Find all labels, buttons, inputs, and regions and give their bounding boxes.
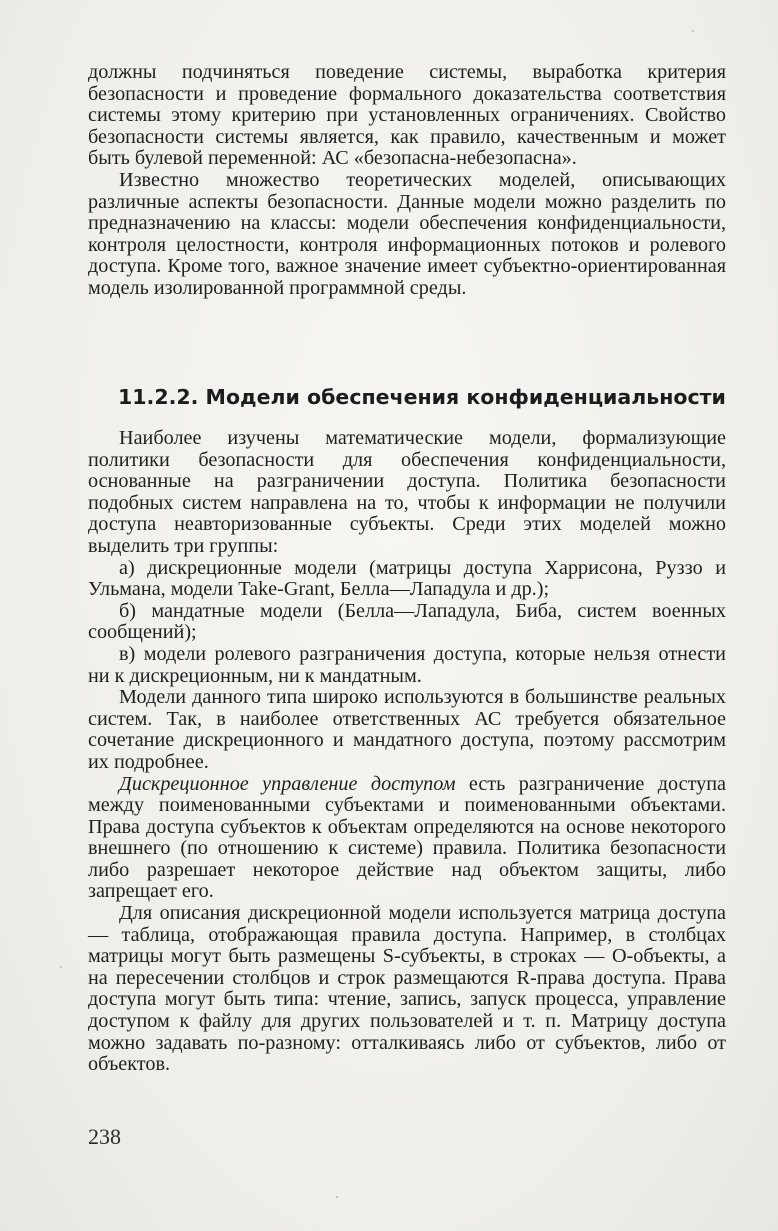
list-item-discretionary: а) дискреционные модели (матрицы доступа Харрисона, Руззо и Ульмана, модели Take-Grant, Белла—Лападула и др.); xyxy=(88,556,726,601)
paragraph-confidentiality-models: Наиболее изучены математические модели, формализующие политики безопасности для обеспечения конфиденциальности, основанные на разграничении доступа. Политика безопасности подобных систем направлена на то, чтобы к информации не получили доступа неавторизованные субъекты. Среди этих моделей можно выделить три группы: xyxy=(88,427,726,557)
paragraph-access-matrix: Для описания дискреционной модели используется матрица доступа — таблица, отображающая правила доступа. Например, в столбцах матрицы могут быть размещены S-субъекты, в строках — O-объекты, а на пересечении столбцов и строк размещаются R-права доступа. Права доступа могут быть типа: чтение, запись, запуск процесса, управление доступом к файлу для других пользователей и т. п. Матрицу доступа можно задавать по-разному: отталкиваясь либо от субъектов, либо от объектов. xyxy=(88,902,726,1076)
paper-speck xyxy=(692,30,694,32)
intro-text xyxy=(88,62,726,300)
paragraph-models-overview: Известно множество теоретических моделей, описывающих различные аспекты безопасности. Данные модели можно разделить по предназначению на классы: модели обеспечения конфиденциальности, контроля целостности, контроля информационных потоков и ролевого доступа. Кроме того, важное значение имеет субъектно-ориентированная модель изолированной программной среды. xyxy=(88,168,726,299)
section-body xyxy=(88,428,726,1076)
list-item-role-based: в) модели ролевого разграничения доступа, которые нельзя отнести ни к дискреционным, ни к мандатным. xyxy=(88,642,726,687)
paragraph-discretionary-definition xyxy=(88,774,726,904)
term-discretionary-access-control: Дискреционное управление доступом xyxy=(119,772,456,795)
definition-text: есть разграничение доступа между поименованными субъектами и поименованными объектами. Права доступа субъектов к объектам определяются на основе некоторого внешнего (по отношению к системе) правила. Политика безопасности либо разрешает некоторое действие над объектом защиты, либо запрещает его. xyxy=(88,772,726,903)
list-item-mandatory: б) мандатные модели (Белла—Лападула, Биба, систем военных сообщений); xyxy=(88,599,726,644)
page-number: 238 xyxy=(88,1124,121,1149)
paragraph-continuation: должны подчиняться поведение системы, выработка критерия безопасности и проведение формального доказательства соответствия системы этому критерию при установленных ограничениях. Свойство безопасности системы является, как правило, качественным и может быть булевой переменной: АС «безопасна-небезопасна». xyxy=(88,61,726,170)
section-heading: 11.2.2. Модели обеспечения конфиденциальности xyxy=(118,385,726,409)
paper-speck xyxy=(60,966,62,968)
paper-speck xyxy=(336,1196,338,1198)
paragraph-usage: Модели данного типа широко используются в большинстве реальных систем. Так, в наиболее ответственных АС требуется обязательное сочетание дискреционного и мандатного доступа, поэтому рассмотрим их подробнее. xyxy=(88,686,726,773)
